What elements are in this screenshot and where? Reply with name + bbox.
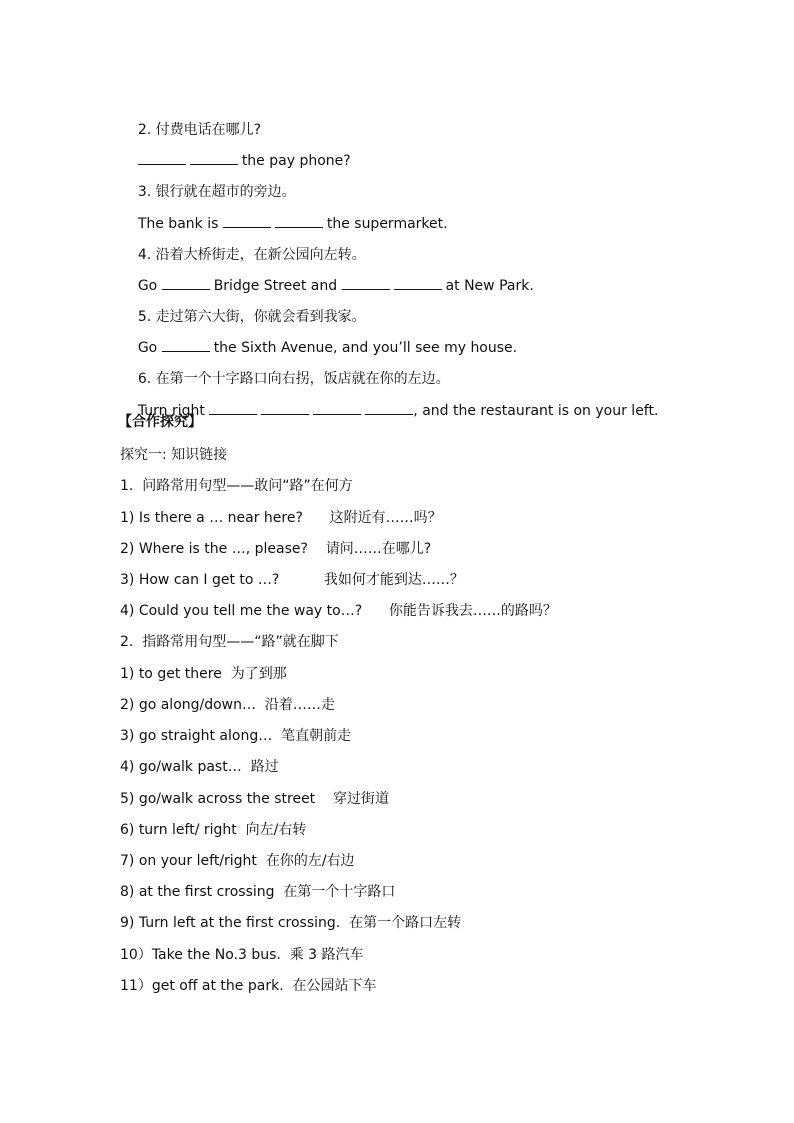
sentence-tail: the Sixth Avenue, and you’ll see my house. <box>213 340 518 356</box>
phrase-line: 2) Where is the …, please? 请问……在哪儿? <box>120 541 432 557</box>
sentence-tail: at New Park. <box>445 278 534 294</box>
sentence-head: Go <box>137 340 158 356</box>
sentence-tail: the pay phone? <box>241 153 351 169</box>
exercise-number: 5. <box>137 309 152 325</box>
exercise-prompt: 在第一个十字路口向右拐，饭店就在你的左边。 <box>155 371 450 387</box>
sentence-head: Turn right <box>137 403 205 419</box>
sentence-tail: the supermarket. <box>326 216 448 232</box>
exercise-number: 4. <box>137 247 152 263</box>
sentence-tail: , and the restaurant is on your left. <box>413 403 659 419</box>
sentence-head: Go <box>137 278 158 294</box>
group-1-title: 1. 问路常用句型——敢问“路”在何方 <box>120 478 353 494</box>
phrase-line: 6) turn left/ right 向左/右转 <box>120 822 307 838</box>
exercise-number: 6. <box>137 371 152 387</box>
exercise-number: 2. <box>137 122 152 138</box>
answer-blank[interactable] <box>394 277 442 290</box>
answer-blank[interactable] <box>342 277 390 290</box>
sentence-head: The bank is <box>137 216 219 232</box>
phrase-line: 9) Turn left at the first crossing. 在第一个路口左转 <box>120 915 462 931</box>
phrase-line: 2) go along/down… 沿着……走 <box>120 697 335 713</box>
exercise-number: 3. <box>137 184 152 200</box>
sentence-middle: Bridge Street and <box>213 278 338 294</box>
phrase-line: 10）Take the No.3 bus. 乘 3 路汽车 <box>120 947 364 963</box>
exercise-prompt: 银行就在超市的旁边。 <box>155 184 296 200</box>
answer-blank[interactable] <box>275 215 323 228</box>
answer-blank[interactable] <box>261 402 309 415</box>
group-2-title: 2. 指路常用句型——“路”就在脚下 <box>120 634 339 650</box>
section-heading: 【合作探究】 <box>118 414 202 430</box>
answer-blank[interactable] <box>162 339 210 352</box>
answer-blank[interactable] <box>313 402 361 415</box>
phrase-line: 3) How can I get to …? 我如何才能到达……？ <box>120 572 464 588</box>
answer-blank[interactable] <box>209 402 257 415</box>
phrase-line: 4) go/walk past… 路过 <box>120 759 279 775</box>
exercise-prompt: 沿着大桥街走，在新公园向左转。 <box>155 247 366 263</box>
exercise-prompt: 付费电话在哪儿? <box>155 122 262 138</box>
exercise-prompt: 走过第六大街，你就会看到我家。 <box>155 309 366 325</box>
phrase-line: 7) on your left/right 在你的左/右边 <box>120 853 355 869</box>
phrase-line: 4) Could you tell me the way to…? 你能告诉我去……的路吗？ <box>120 603 557 619</box>
answer-blank[interactable] <box>365 402 413 415</box>
phrase-line: 5) go/walk across the street 穿过街道 <box>120 791 389 807</box>
phrase-line: 8) at the first crossing 在第一个十字路口 <box>120 884 396 900</box>
phrase-line: 11）get off at the park. 在公园站下车 <box>120 978 377 994</box>
answer-blank[interactable] <box>223 215 271 228</box>
explore-title: 探究一: 知识链接 <box>120 447 228 463</box>
phrase-line: 3) go straight along… 笔直朝前走 <box>120 728 352 744</box>
phrase-line: 1) Is there a … near here? 这附近有……吗？ <box>120 510 442 526</box>
answer-blank[interactable] <box>138 152 186 165</box>
answer-blank[interactable] <box>162 277 210 290</box>
answer-blank[interactable] <box>190 152 238 165</box>
phrase-line: 1) to get there 为了到那 <box>120 666 287 682</box>
